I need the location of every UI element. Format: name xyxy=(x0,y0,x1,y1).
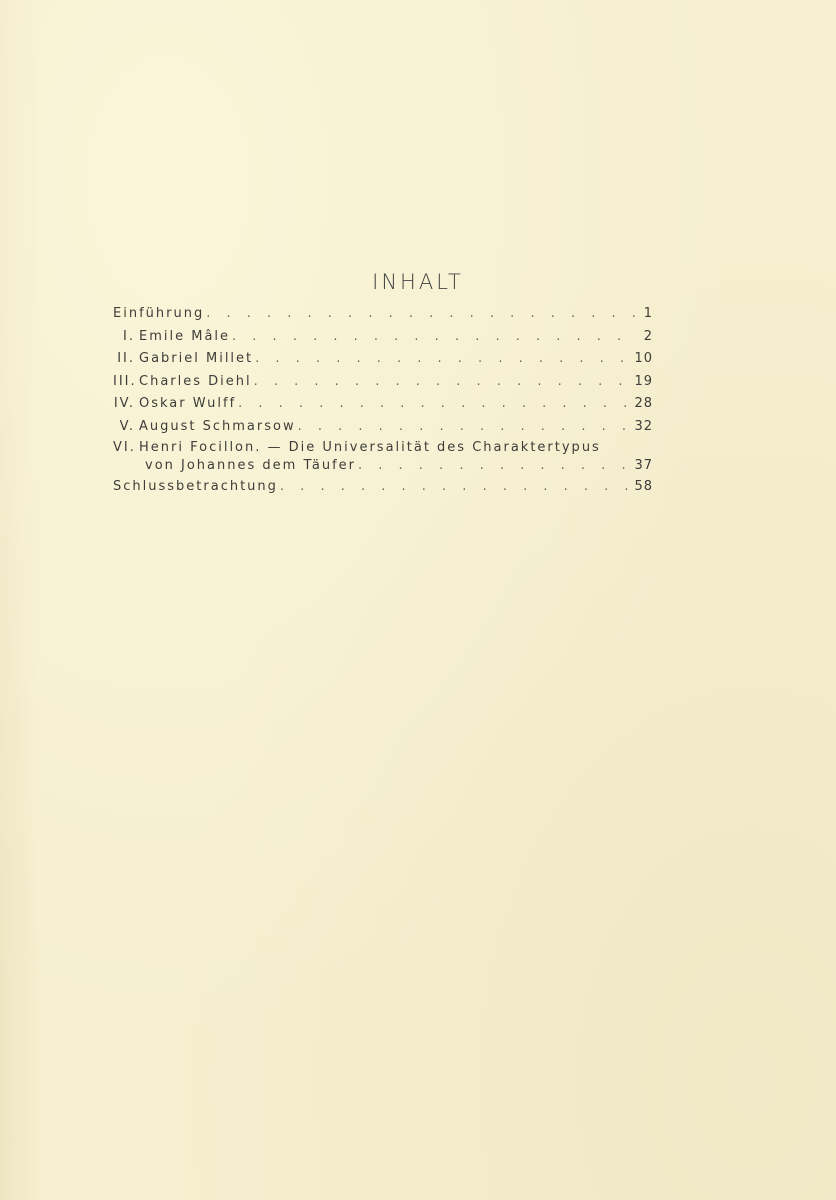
leader-dots xyxy=(232,327,637,347)
toc-entry-number: I. xyxy=(123,328,135,344)
toc-entry-page: 28 xyxy=(634,396,653,411)
toc-entry-line-2 xyxy=(113,457,653,475)
leader-dots xyxy=(206,304,637,324)
toc-entry-label: August Schmarsow xyxy=(139,418,296,434)
toc-entry-label: Einführung xyxy=(113,306,205,321)
toc-entry-number: VI. xyxy=(113,440,136,455)
leader-dots xyxy=(238,394,632,414)
toc-entry xyxy=(113,394,653,417)
toc-entry-label-continued: von Johannes dem Täufer xyxy=(145,458,356,473)
toc-entry-label: Henri Focillon. — Die Universalität des Charaktertypus xyxy=(139,440,601,455)
toc-entry xyxy=(113,327,653,350)
leader-dots xyxy=(254,372,633,392)
toc-entry-page: 10 xyxy=(634,351,653,366)
toc-entry xyxy=(113,304,653,327)
toc-entry xyxy=(113,349,653,372)
toc-entry-page: 37 xyxy=(634,458,653,473)
toc-entry-number: IV. xyxy=(113,396,135,411)
toc-entry-label: Emile Mâle xyxy=(139,328,231,344)
toc-entry xyxy=(113,477,653,500)
toc-entry-label: Charles Diehl xyxy=(139,373,252,389)
toc-entry-page: 58 xyxy=(634,479,653,494)
toc-entry xyxy=(113,417,653,440)
page-title: INHALT xyxy=(372,270,464,294)
toc-entry-page: 1 xyxy=(643,306,653,321)
toc-entry-page: 32 xyxy=(634,418,653,434)
toc-entry-number: II. xyxy=(117,351,135,366)
toc-entry-line-1 xyxy=(113,439,653,457)
toc-entry-label: Oskar Wulff xyxy=(139,396,237,411)
leader-dots xyxy=(358,457,632,475)
toc-entry xyxy=(113,372,653,395)
toc-entry-number: III. xyxy=(113,373,137,389)
toc-entry-number: V. xyxy=(119,418,135,434)
toc-entry xyxy=(113,439,653,475)
toc-entry-label: Schlussbetrachtung xyxy=(113,479,278,494)
leader-dots xyxy=(255,349,632,369)
leader-dots xyxy=(280,477,633,497)
leader-dots xyxy=(298,417,633,437)
toc-entry-page: 19 xyxy=(634,373,653,389)
table-of-contents xyxy=(113,304,653,500)
toc-entry-label: Gabriel Millet xyxy=(139,351,254,366)
toc-entry-page: 2 xyxy=(643,328,653,344)
